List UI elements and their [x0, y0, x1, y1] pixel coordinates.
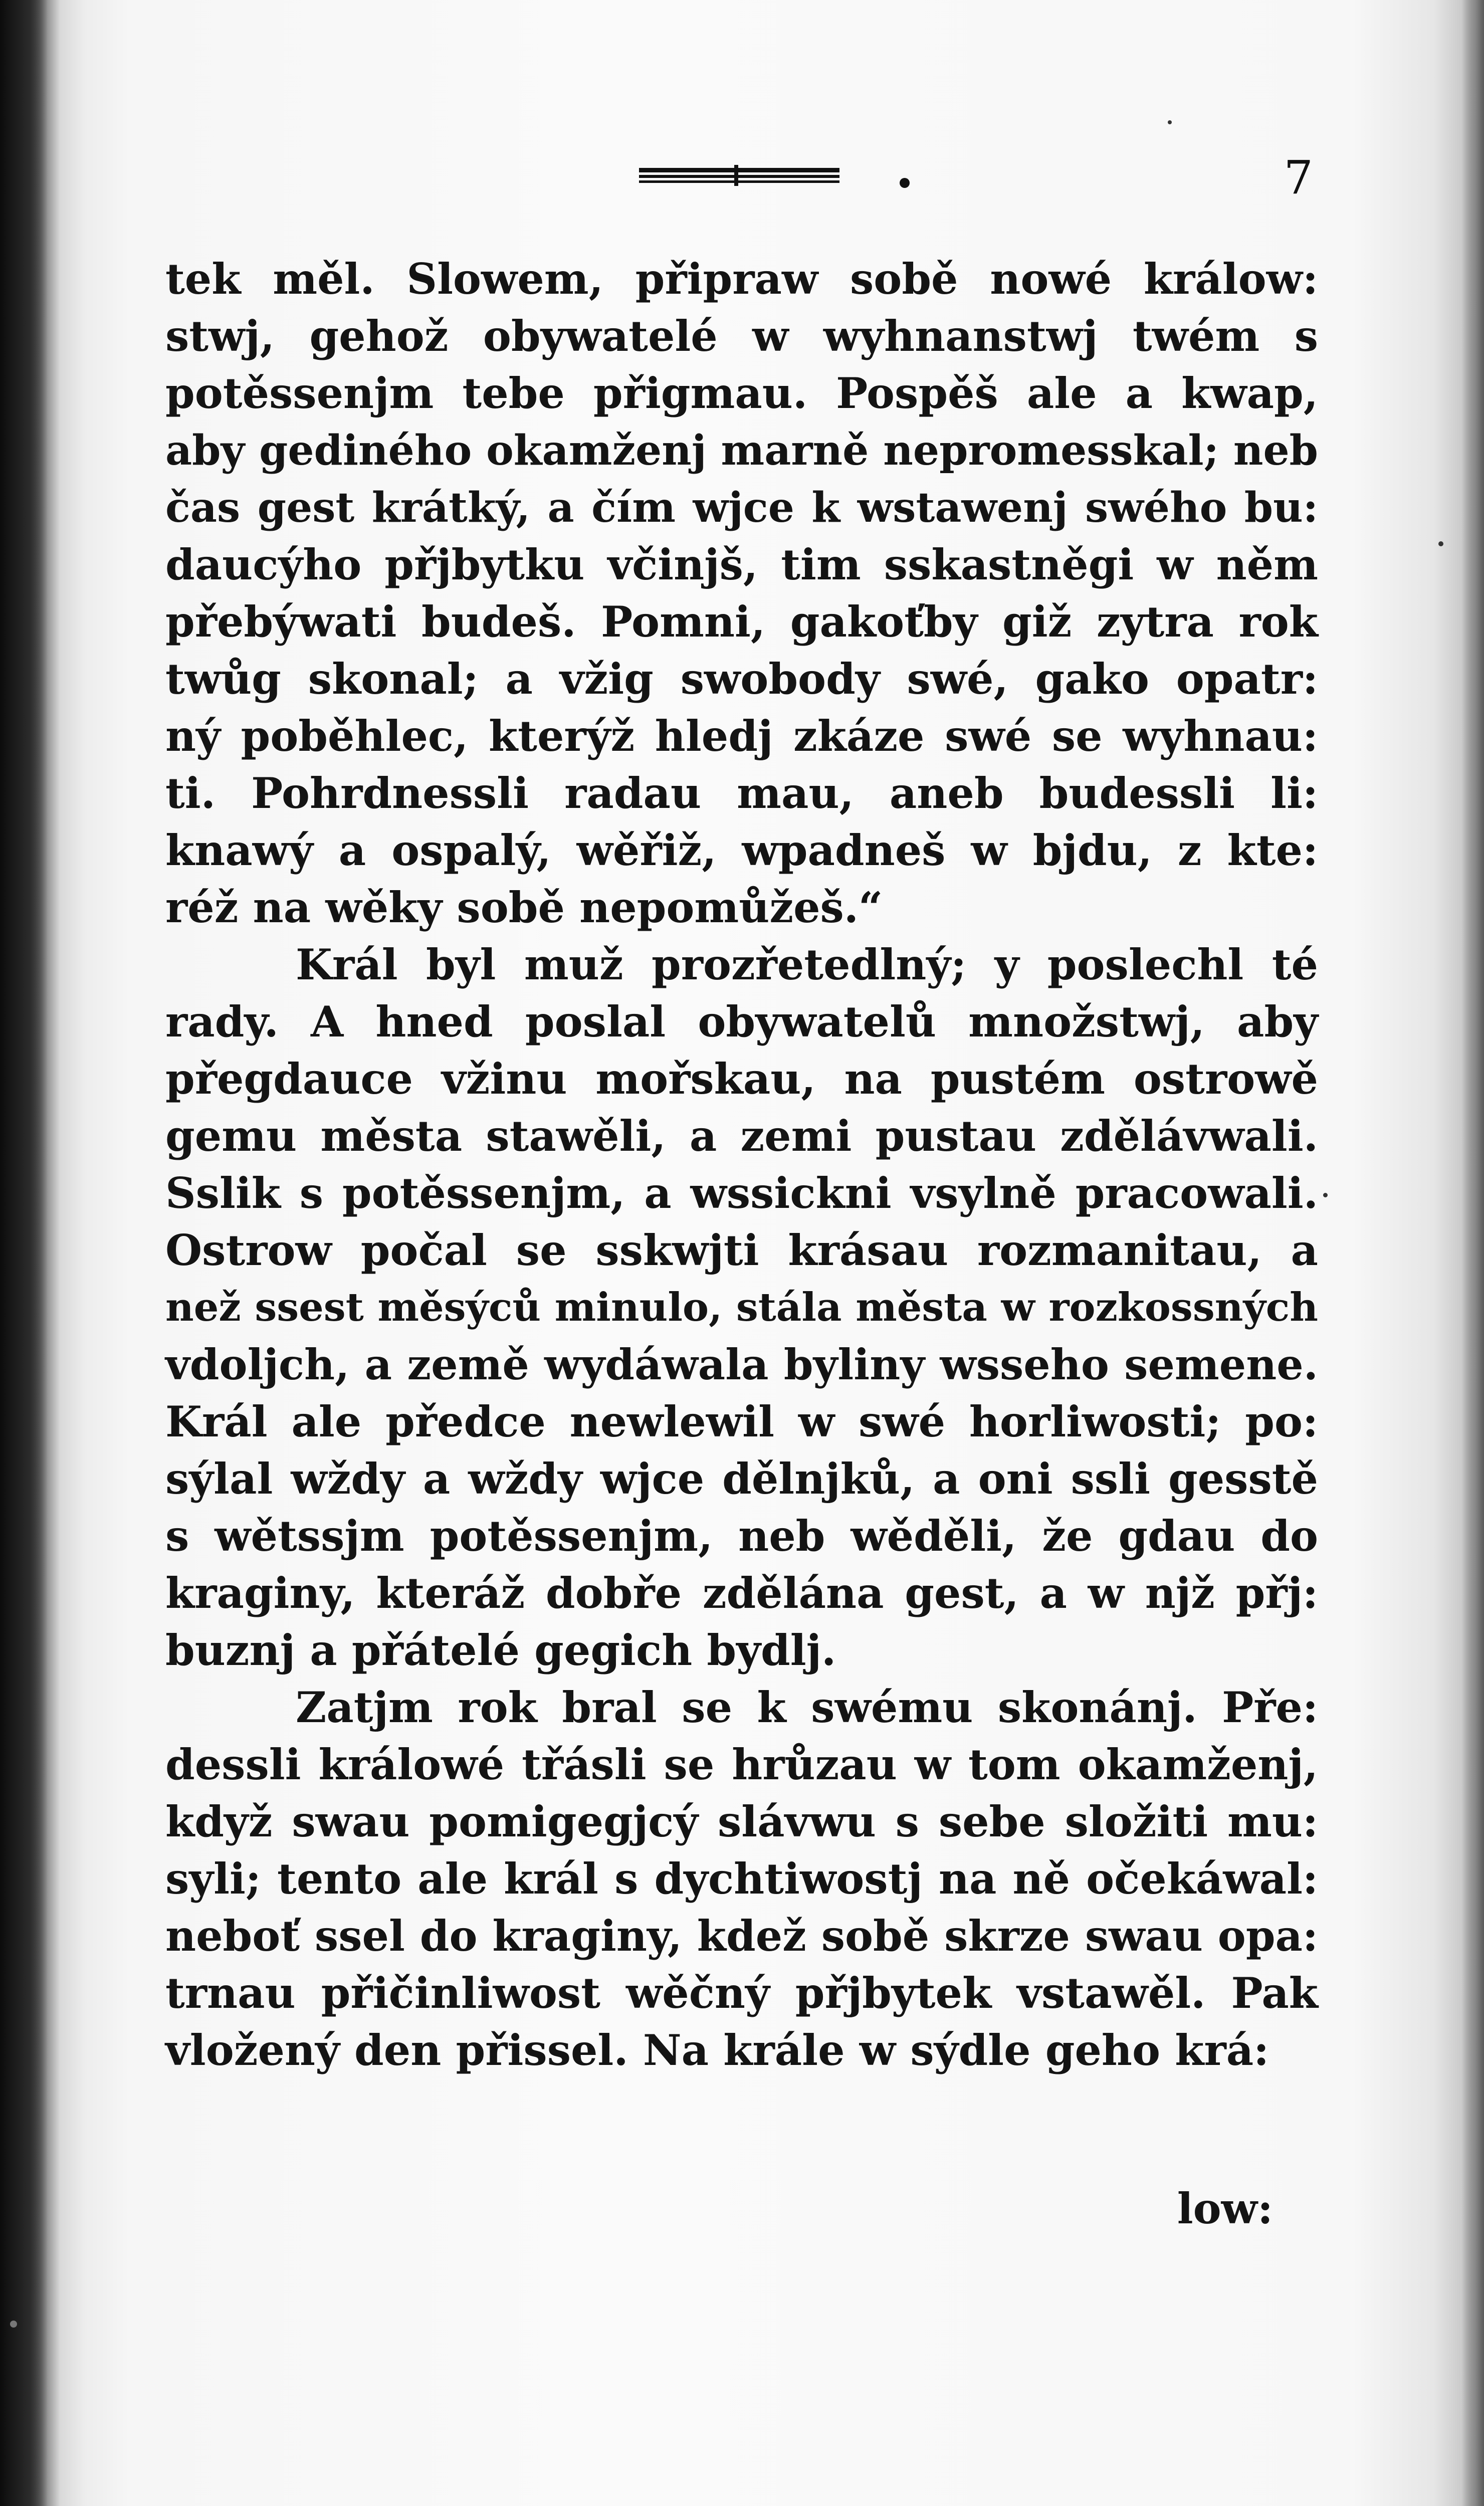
text-line: stwj, gehož obywatelé w wyhnanstwj twém s: [165, 311, 1318, 361]
page-number: 7: [1284, 151, 1313, 204]
ink-speck: [1438, 541, 1443, 546]
text-line: přebýwati budeš. Pomni, gakoťby giž zytra rok: [165, 597, 1318, 647]
ink-speck: [10, 2321, 17, 2328]
text-line: než ssest měsýců minulo, stála města w rozkossných: [165, 1285, 1318, 1330]
text-line: gemu města stawěli, a zemi pustau zdělávwali.: [165, 1111, 1318, 1161]
text-line: buznj a přátelé gegich bydlj.: [165, 1625, 836, 1675]
text-line: aby gediného okamženj marně nepromesskal; neb: [165, 427, 1318, 475]
text-line: Král ale předce newlewil w swé horliwosti; po:: [165, 1397, 1318, 1446]
ink-speck: [1323, 1193, 1328, 1197]
page-header: [0, 150, 1484, 211]
text-line: kraginy, kteráž dobře zdělána gest, a w njž přj:: [165, 1568, 1318, 1618]
text-line: dessli králowé třásli se hrůzau w tom okamženj,: [165, 1740, 1318, 1789]
text-line: Ostrow počal se sskwjti krásau rozmanitau, a: [165, 1225, 1318, 1275]
text-line: Král byl muž prozřetedlný; y poslechl té: [296, 940, 1318, 989]
text-line: Sslik s potěssenjm, a wssickni vsylně pracowali.: [165, 1168, 1318, 1218]
ink-speck: [1168, 120, 1172, 124]
text-line: rady. A hned poslal obywatelů množstwj, aby: [165, 997, 1318, 1047]
header-rule-ornament: [639, 168, 839, 183]
text-line: přegdauce vžinu mořskau, na pustém ostrowě: [165, 1054, 1318, 1104]
page-edge-shadow: [1461, 0, 1484, 2506]
text-line: knawý a ospalý, wěřiž, wpadneš w bjdu, z kte:: [165, 825, 1318, 875]
text-line: syli; tento ale král s dychtiwostj na ně očekáwal:: [165, 1854, 1318, 1904]
text-line: tek měl. Slowem, připraw sobě nowé králow:: [165, 254, 1318, 304]
text-line: Zatjm rok bral se k swému skonánj. Pře:: [296, 1683, 1318, 1732]
text-line: twůg skonal; a vžig swobody swé, gako opatr:: [165, 654, 1318, 704]
text-line: réž na wěky sobě nepomůžeš.“: [165, 883, 883, 932]
text-line: když swau pomigegjcý slávwu s sebe složiti mu:: [165, 1797, 1318, 1846]
text-line: s wětssjm potěssenjm, neb wěděli, že gdau do: [165, 1511, 1318, 1561]
text-line: neboť ssel do kraginy, kdež sobě skrze swau opa:: [165, 1911, 1318, 1961]
text-line: sýlal wždy a wždy wjce dělnjků, a oni ssli gesstě: [165, 1454, 1318, 1504]
text-line: trnau přičinliwost wěčný přjbytek vstawěl. Pak: [165, 1968, 1318, 2018]
catchword: low:: [1177, 2184, 1273, 2233]
text-line: ti. Pohrdnessli radau mau, aneb budessli li:: [165, 768, 1318, 818]
text-line: vdoljch, a země wydáwala byliny wsseho semene.: [165, 1340, 1318, 1389]
text-line: ný poběhlec, kterýž hledj zkáze swé se wyhnau:: [165, 711, 1318, 761]
text-line: čas gest krátký, a čím wjce k wstawenj swého bu:: [165, 484, 1318, 532]
book-gutter-shadow: [0, 0, 48, 2506]
text-line: daucýho přjbytku včinjš, tim sskastněgi w něm: [165, 540, 1318, 589]
text-line: vložený den přissel. Na krále w sýdle geho krá:: [165, 2025, 1269, 2075]
header-dot-ornament: [900, 178, 910, 188]
body-text: [165, 251, 1318, 2079]
text-line: potěssenjm tebe přigmau. Pospěš ale a kwap,: [165, 368, 1318, 418]
